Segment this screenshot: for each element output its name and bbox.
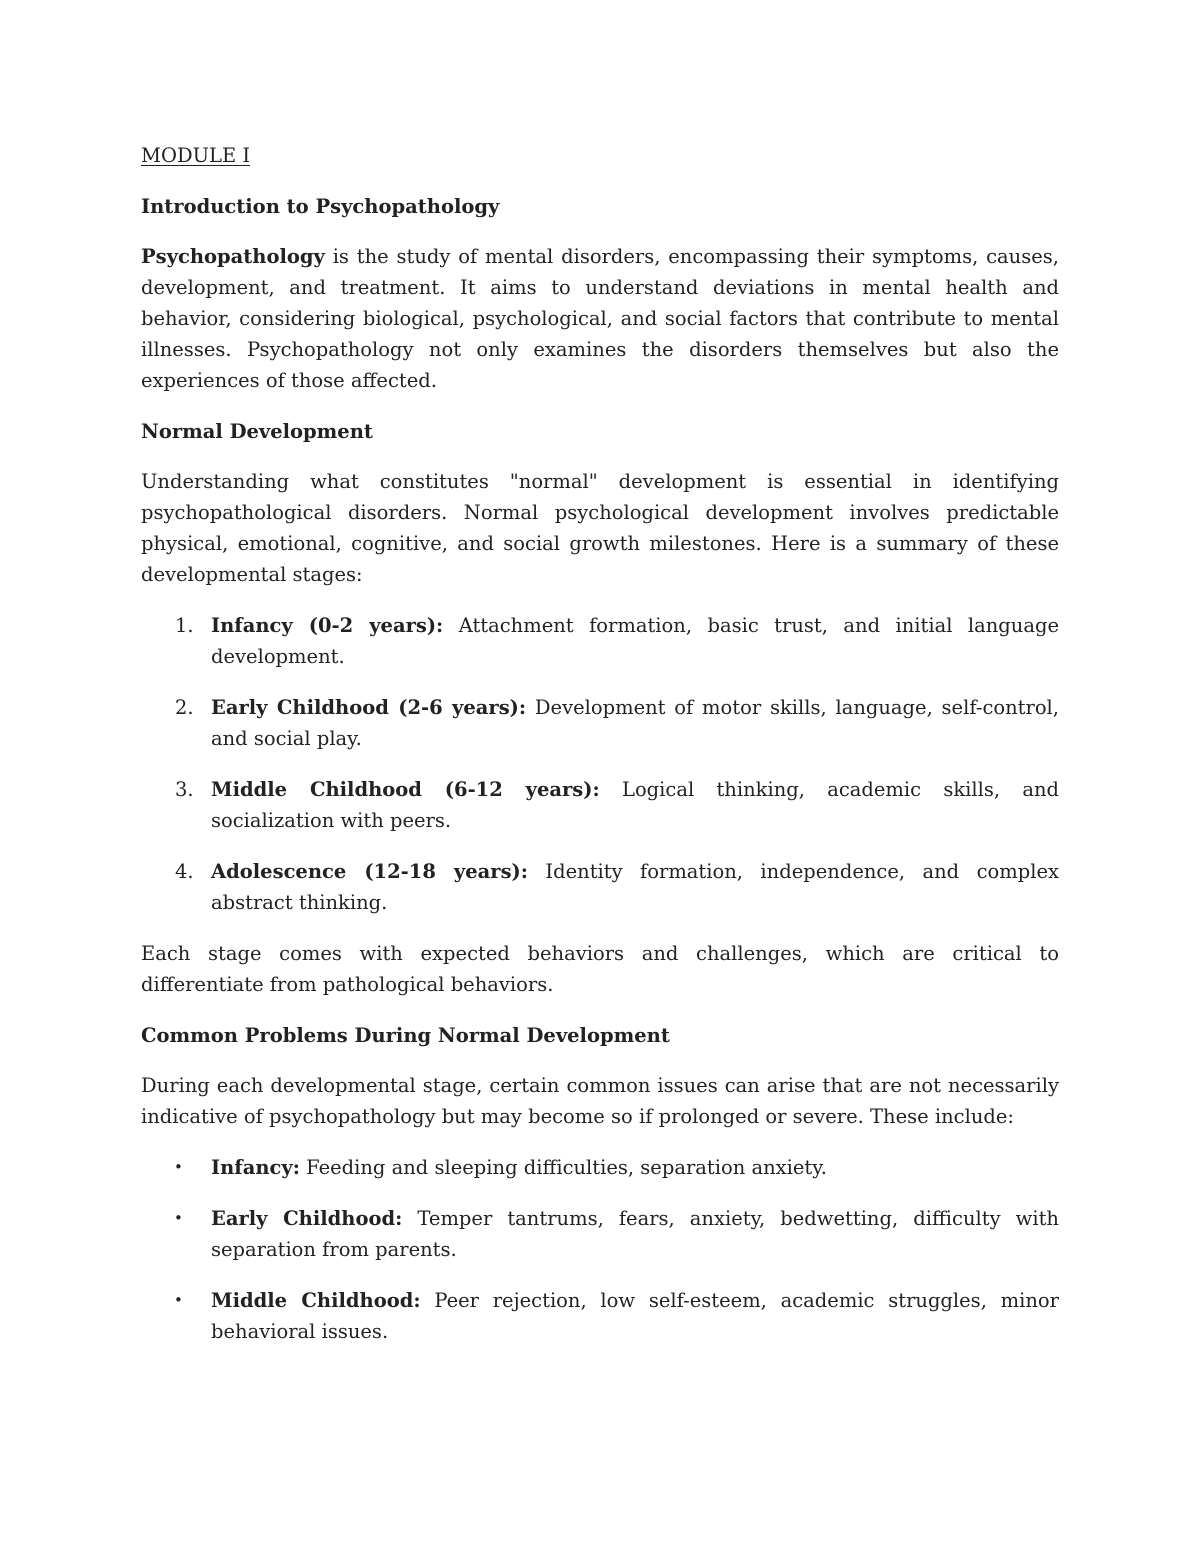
problem-stage-label: Early Childhood: [211, 1207, 403, 1230]
term-psychopathology: Psychopathology [141, 245, 325, 268]
stage-label: Infancy (0-2 years): [211, 614, 444, 637]
list-item-problem [141, 1203, 1059, 1265]
problem-stage-label: Infancy: [211, 1156, 300, 1179]
stages-closing-paragraph: Each stage comes with expected behaviors and challenges, which are critical to differentiate from pathological behaviors. [141, 942, 1059, 996]
stage-description: Development of motor skills, language, self-control, and social play. [211, 696, 1059, 750]
list-item-problem [141, 1152, 1059, 1183]
stage-description: Attachment formation, basic trust, and initial language development. [211, 614, 1059, 668]
list-number: 2. [175, 696, 194, 719]
problem-description: Temper tantrums, fears, anxiety, bedwetting, difficulty with separation from parents. [211, 1207, 1059, 1261]
stage-label: Early Childhood (2-6 years): [211, 696, 527, 719]
problem-description: Feeding and sleeping difficulties, separation anxiety. [299, 1156, 827, 1179]
bullet-icon: • [174, 1209, 183, 1227]
list-item-stage [141, 856, 1059, 918]
common-problems-paragraph: During each developmental stage, certain common issues can arise that are not necessarily indicative of psychopathology but may become so if prolonged or severe. These include: [141, 1074, 1059, 1128]
stage-description: Logical thinking, academic skills, and socialization with peers. [211, 778, 1059, 832]
problem-stage-label: Middle Childhood: [211, 1289, 421, 1312]
document-page [141, 140, 1059, 1367]
list-item-stage [141, 610, 1059, 672]
normal-development-paragraph: Understanding what constitutes "normal" development is essential in identifying psychopathological disorders. Normal psychological development involves predictable physical, emotional, cognitive, and social growth milestones. Here is a summary of these developmental stages: [141, 470, 1059, 586]
list-item-stage [141, 774, 1059, 836]
developmental-stages-list [141, 610, 1059, 918]
list-item-stage [141, 692, 1059, 754]
module-title: MODULE I [141, 144, 251, 167]
problem-description: Peer rejection, low self-esteem, academic struggles, minor behavioral issues. [211, 1289, 1059, 1343]
section-heading-normal-development: Normal Development [141, 420, 373, 443]
bullet-icon: • [174, 1158, 183, 1176]
intro-paragraph [141, 241, 1059, 396]
intro-paragraph-text: is the study of mental disorders, encompassing their symptoms, causes, development, and treatment. It aims to understand deviations in mental health and behavior, considering biological, psychological, and social factors that contribute to mental illnesses. Psychopathology not only examines the disorders themselves but also the experiences of those affected. [141, 245, 1059, 392]
stage-description: Identity formation, independence, and complex abstract thinking. [211, 860, 1059, 914]
stage-label: Adolescence (12-18 years): [211, 860, 528, 883]
list-number: 1. [175, 614, 194, 637]
section-heading-common-problems: Common Problems During Normal Development [141, 1024, 670, 1047]
bullet-icon: • [174, 1291, 183, 1309]
list-number: 3. [175, 778, 194, 801]
list-number: 4. [175, 860, 194, 883]
list-item-problem [141, 1285, 1059, 1347]
section-heading-introduction: Introduction to Psychopathology [141, 195, 500, 218]
stage-label: Middle Childhood (6-12 years): [211, 778, 600, 801]
common-problems-list [141, 1152, 1059, 1347]
